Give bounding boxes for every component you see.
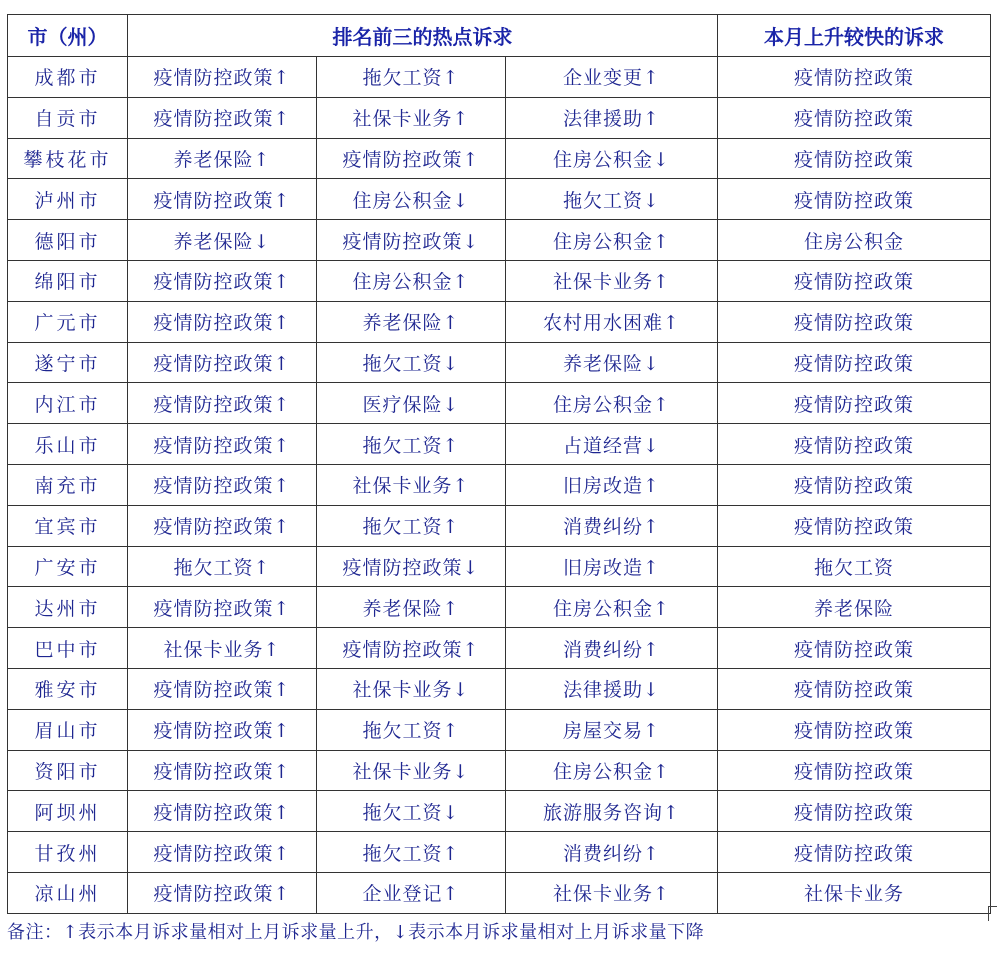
table-row <box>8 464 991 505</box>
table-row <box>8 383 991 424</box>
cell-hotspot-2: 住房公积金↓ <box>317 179 506 220</box>
cell-hotspot-3: 养老保险↓ <box>506 342 718 383</box>
cell-city: 凉山州 <box>8 872 128 913</box>
cell-rising: 疫情防控政策 <box>718 628 991 669</box>
cell-hotspot-1: 疫情防控政策↑ <box>128 668 317 709</box>
header-top3: 排名前三的热点诉求 <box>128 15 718 57</box>
cell-hotspot-1: 疫情防控政策↑ <box>128 57 317 98</box>
cell-rising: 疫情防控政策 <box>718 260 991 301</box>
table-row <box>8 97 991 138</box>
cell-hotspot-3: 房屋交易↑ <box>506 709 718 750</box>
hotspot-table <box>7 14 991 914</box>
cell-hotspot-2: 疫情防控政策↑ <box>317 628 506 669</box>
table-body <box>8 57 991 914</box>
table-row <box>8 57 991 98</box>
table-row <box>8 872 991 913</box>
cell-rising: 疫情防控政策 <box>718 424 991 465</box>
table-header-row <box>8 15 991 57</box>
cell-city: 达州市 <box>8 587 128 628</box>
cell-hotspot-2: 社保卡业务↑ <box>317 464 506 505</box>
cell-hotspot-1: 疫情防控政策↑ <box>128 424 317 465</box>
corner-mark <box>988 906 997 921</box>
cell-hotspot-3: 法律援助↓ <box>506 668 718 709</box>
table-row <box>8 138 991 179</box>
cell-hotspot-1: 疫情防控政策↑ <box>128 750 317 791</box>
cell-hotspot-3: 法律援助↑ <box>506 97 718 138</box>
cell-hotspot-1: 疫情防控政策↑ <box>128 342 317 383</box>
cell-city: 广元市 <box>8 301 128 342</box>
cell-hotspot-1: 疫情防控政策↑ <box>128 383 317 424</box>
cell-hotspot-2: 养老保险↑ <box>317 587 506 628</box>
table-row <box>8 546 991 587</box>
cell-rising: 拖欠工资 <box>718 546 991 587</box>
cell-city: 自贡市 <box>8 97 128 138</box>
cell-city: 广安市 <box>8 546 128 587</box>
cell-city: 阿坝州 <box>8 791 128 832</box>
cell-city: 甘孜州 <box>8 832 128 873</box>
cell-city: 泸州市 <box>8 179 128 220</box>
cell-rising: 疫情防控政策 <box>718 791 991 832</box>
cell-hotspot-2: 疫情防控政策↑ <box>317 138 506 179</box>
cell-rising: 疫情防控政策 <box>718 505 991 546</box>
cell-hotspot-3: 社保卡业务↑ <box>506 872 718 913</box>
cell-rising: 疫情防控政策 <box>718 97 991 138</box>
cell-city: 德阳市 <box>8 220 128 261</box>
hotspot-table-container <box>7 14 990 914</box>
table-row <box>8 628 991 669</box>
header-rising: 本月上升较快的诉求 <box>718 15 991 57</box>
cell-rising: 疫情防控政策 <box>718 668 991 709</box>
table-row <box>8 301 991 342</box>
cell-hotspot-1: 疫情防控政策↑ <box>128 301 317 342</box>
cell-hotspot-1: 社保卡业务↑ <box>128 628 317 669</box>
table-row <box>8 832 991 873</box>
cell-hotspot-2: 社保卡业务↓ <box>317 668 506 709</box>
cell-hotspot-1: 疫情防控政策↑ <box>128 464 317 505</box>
cell-hotspot-2: 养老保险↑ <box>317 301 506 342</box>
cell-hotspot-1: 疫情防控政策↑ <box>128 97 317 138</box>
cell-city: 内江市 <box>8 383 128 424</box>
cell-hotspot-2: 住房公积金↑ <box>317 260 506 301</box>
cell-hotspot-1: 养老保险↓ <box>128 220 317 261</box>
cell-hotspot-2: 拖欠工资↑ <box>317 424 506 465</box>
cell-rising: 疫情防控政策 <box>718 342 991 383</box>
cell-hotspot-3: 旅游服务咨询↑ <box>506 791 718 832</box>
cell-hotspot-2: 拖欠工资↑ <box>317 57 506 98</box>
cell-city: 绵阳市 <box>8 260 128 301</box>
cell-hotspot-3: 住房公积金↑ <box>506 587 718 628</box>
table-row <box>8 424 991 465</box>
cell-hotspot-2: 拖欠工资↓ <box>317 342 506 383</box>
cell-hotspot-3: 农村用水困难↑ <box>506 301 718 342</box>
cell-hotspot-3: 社保卡业务↑ <box>506 260 718 301</box>
cell-rising: 疫情防控政策 <box>718 383 991 424</box>
cell-rising: 疫情防控政策 <box>718 301 991 342</box>
cell-hotspot-3: 消费纠纷↑ <box>506 505 718 546</box>
cell-city: 攀枝花市 <box>8 138 128 179</box>
cell-rising: 疫情防控政策 <box>718 57 991 98</box>
cell-hotspot-3: 旧房改造↑ <box>506 546 718 587</box>
cell-hotspot-1: 疫情防控政策↑ <box>128 832 317 873</box>
cell-hotspot-2: 拖欠工资↑ <box>317 832 506 873</box>
cell-hotspot-3: 住房公积金↓ <box>506 138 718 179</box>
cell-city: 眉山市 <box>8 709 128 750</box>
cell-hotspot-2: 医疗保险↓ <box>317 383 506 424</box>
cell-hotspot-1: 疫情防控政策↑ <box>128 260 317 301</box>
cell-hotspot-3: 旧房改造↑ <box>506 464 718 505</box>
cell-hotspot-2: 拖欠工资↓ <box>317 791 506 832</box>
cell-city: 成都市 <box>8 57 128 98</box>
cell-hotspot-1: 疫情防控政策↑ <box>128 872 317 913</box>
cell-hotspot-3: 住房公积金↑ <box>506 220 718 261</box>
cell-hotspot-3: 住房公积金↑ <box>506 750 718 791</box>
cell-hotspot-3: 住房公积金↑ <box>506 383 718 424</box>
cell-rising: 养老保险 <box>718 587 991 628</box>
cell-city: 资阳市 <box>8 750 128 791</box>
cell-hotspot-1: 疫情防控政策↑ <box>128 587 317 628</box>
cell-hotspot-2: 拖欠工资↑ <box>317 709 506 750</box>
table-row <box>8 342 991 383</box>
cell-hotspot-3: 消费纠纷↑ <box>506 628 718 669</box>
table-row <box>8 587 991 628</box>
cell-hotspot-2: 拖欠工资↑ <box>317 505 506 546</box>
table-row <box>8 750 991 791</box>
cell-rising: 疫情防控政策 <box>718 138 991 179</box>
table-row <box>8 220 991 261</box>
cell-hotspot-3: 消费纠纷↑ <box>506 832 718 873</box>
cell-rising: 住房公积金 <box>718 220 991 261</box>
cell-hotspot-1: 疫情防控政策↑ <box>128 179 317 220</box>
cell-city: 南充市 <box>8 464 128 505</box>
cell-hotspot-2: 疫情防控政策↓ <box>317 220 506 261</box>
cell-hotspot-3: 企业变更↑ <box>506 57 718 98</box>
cell-hotspot-3: 拖欠工资↓ <box>506 179 718 220</box>
cell-hotspot-1: 拖欠工资↑ <box>128 546 317 587</box>
table-row <box>8 260 991 301</box>
table-row <box>8 791 991 832</box>
cell-rising: 疫情防控政策 <box>718 709 991 750</box>
cell-hotspot-2: 疫情防控政策↓ <box>317 546 506 587</box>
cell-rising: 社保卡业务 <box>718 872 991 913</box>
cell-rising: 疫情防控政策 <box>718 179 991 220</box>
footnote: 备注：↑表示本月诉求量相对上月诉求量上升，↓表示本月诉求量相对上月诉求量下降 <box>7 922 705 943</box>
cell-city: 雅安市 <box>8 668 128 709</box>
cell-hotspot-1: 疫情防控政策↑ <box>128 709 317 750</box>
cell-rising: 疫情防控政策 <box>718 832 991 873</box>
table-row <box>8 668 991 709</box>
table-row <box>8 505 991 546</box>
cell-city: 乐山市 <box>8 424 128 465</box>
header-city: 市（州） <box>8 15 128 57</box>
cell-rising: 疫情防控政策 <box>718 464 991 505</box>
cell-hotspot-2: 企业登记↑ <box>317 872 506 913</box>
table-row <box>8 179 991 220</box>
cell-city: 遂宁市 <box>8 342 128 383</box>
cell-rising: 疫情防控政策 <box>718 750 991 791</box>
cell-hotspot-2: 社保卡业务↓ <box>317 750 506 791</box>
cell-city: 宜宾市 <box>8 505 128 546</box>
cell-hotspot-2: 社保卡业务↑ <box>317 97 506 138</box>
cell-hotspot-3: 占道经营↓ <box>506 424 718 465</box>
table-row <box>8 709 991 750</box>
cell-hotspot-1: 养老保险↑ <box>128 138 317 179</box>
cell-city: 巴中市 <box>8 628 128 669</box>
cell-hotspot-1: 疫情防控政策↑ <box>128 505 317 546</box>
cell-hotspot-1: 疫情防控政策↑ <box>128 791 317 832</box>
